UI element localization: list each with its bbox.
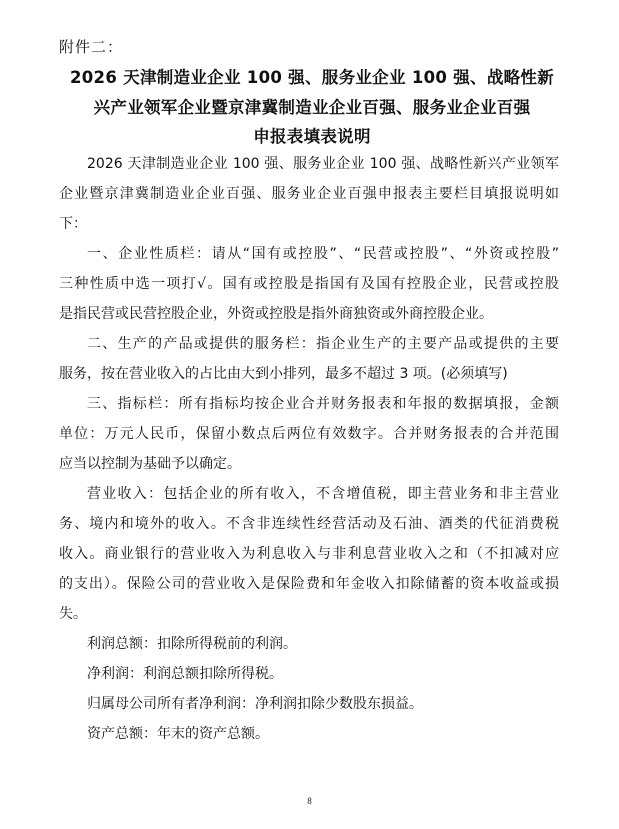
revenue-line-3: 收入。商业银行的营业收入为利息收入与非利息营业收入之和（不扣减对应 (59, 546, 559, 562)
total-profit-line: 利润总额：扣除所得税前的利润。 (87, 636, 297, 652)
total-assets-line: 资产总额：年末的资产总额。 (87, 726, 269, 742)
section-2-line-1: 二、生产的产品或提供的服务栏：指企业生产的主要产品或提供的主要 (87, 336, 559, 352)
section-1-line-2: 三种性质中选一项打√。国有或控股是指国有及国有控股企业，民营或控股 (59, 276, 559, 292)
section-1-line-3: 是指民营或民营控股企业，外资或控股是指外商独资或外商控股企业。 (59, 306, 493, 322)
revenue-line-5: 失。 (59, 606, 87, 622)
page-number: 8 (307, 796, 312, 806)
section-3-line-1: 三、指标栏：所有指标均按企业合并财务报表和年报的数据填报，金额 (87, 396, 559, 412)
title-line-3: 申报表填表说明 (253, 127, 371, 146)
revenue-line-4: 的支出）。保险公司的营业收入是保险费和年金收入扣除储蓄的资本收益或损 (59, 576, 559, 592)
revenue-line-1: 营业收入：包括企业的所有收入，不含增值税，即主营业务和非主营业 (87, 486, 559, 502)
section-3-line-2: 单位：万元人民币，保留小数点后两位有效数字。合并财务报表的合并范围 (59, 426, 559, 442)
intro-line-1: 2026 天津制造业企业 100 强、服务业企业 100 强、战略性新兴产业领军 (87, 156, 559, 172)
title-line-2: 兴产业领军企业暨京津冀制造业企业百强、服务业企业百强 (93, 98, 531, 117)
attachment-label: 附件二： (59, 38, 124, 56)
section-1-line-1: 一、企业性质栏：请从“国有或控股”、“民营或控股”、“外资或控股” (87, 246, 559, 262)
section-3-line-3: 应当以控制为基础予以确定。 (59, 456, 241, 472)
intro-line-3: 下： (59, 216, 87, 232)
parent-net-profit-line: 归属母公司所有者净利润：净利润扣除少数股东损益。 (87, 696, 423, 712)
section-2-line-2: 服务，按在营业收入的占比由大到小排列，最多不超过 3 项。(必须填写) (59, 366, 508, 382)
intro-line-2: 企业暨京津冀制造业企业百强、服务业企业百强申报表主要栏目填报说明如 (59, 186, 559, 202)
title-line-1: 2026 天津制造业企业 100 强、服务业企业 100 强、战略性新 (69, 68, 555, 87)
revenue-line-2: 务、境内和境外的收入。不含非连续性经营活动及石油、酒类的代征消费税 (59, 516, 559, 532)
net-profit-line: 净利润：利润总额扣除所得税。 (87, 666, 283, 682)
